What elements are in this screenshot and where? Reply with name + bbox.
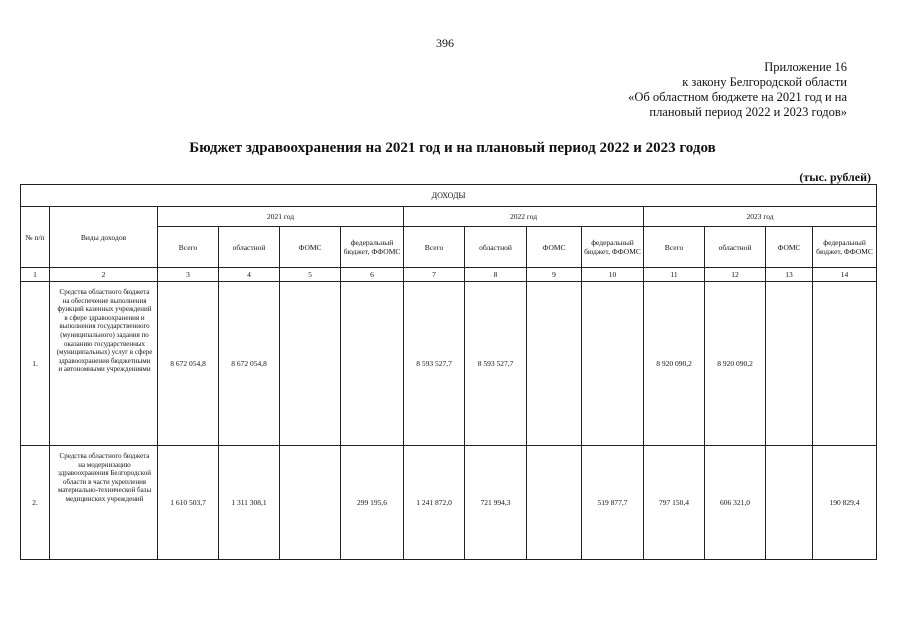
col-number: 14 <box>813 268 877 282</box>
row-number: 2. <box>21 446 50 560</box>
cell-total-2022: 1 241 872,0 <box>404 446 465 560</box>
table-row <box>21 446 877 560</box>
appendix-line: плановый период 2022 и 2023 годов» <box>649 105 847 119</box>
col-number: 3 <box>158 268 219 282</box>
subcol-total: Всего <box>158 227 219 268</box>
cell-regional-2021: 1 311 308,1 <box>219 446 280 560</box>
col-number: 2 <box>50 268 158 282</box>
year-header-2022: 2022 год <box>404 207 644 227</box>
col-number: 13 <box>766 268 813 282</box>
cell-regional-2022: 8 593 527,7 <box>465 282 527 446</box>
cell-federal-2023: 190 829,4 <box>813 446 877 560</box>
cell-foms-2023 <box>766 282 813 446</box>
table-row <box>21 282 877 446</box>
cell-total-2021: 8 672 054,8 <box>158 282 219 446</box>
subcol-foms: ФОМС <box>280 227 341 268</box>
row-description: Средства областного бюджета на модернизацию здравоохранения Белгородской области в части укрепления материально-технической базы медицинских учреждений <box>50 446 158 560</box>
col-header-num: № п/п <box>21 207 50 268</box>
cell-foms-2022 <box>527 446 582 560</box>
col-number: 1 <box>21 268 50 282</box>
col-number: 7 <box>404 268 465 282</box>
cell-total-2023: 797 150,4 <box>644 446 705 560</box>
subcol-total: Всего <box>644 227 705 268</box>
cell-total-2023: 8 920 090,2 <box>644 282 705 446</box>
cell-federal-2022 <box>582 282 644 446</box>
cell-federal-2022: 519 877,7 <box>582 446 644 560</box>
page-number: 396 <box>436 36 454 50</box>
subcol-federal: федеральный бюджет, ФФОМС <box>813 227 877 268</box>
units-label: (тыс. рублей) <box>799 170 871 184</box>
section-header: ДОХОДЫ <box>21 185 877 207</box>
col-number: 5 <box>280 268 341 282</box>
col-number: 9 <box>527 268 582 282</box>
subcol-total: Всего <box>404 227 465 268</box>
cell-regional-2023: 8 920 090,2 <box>705 282 766 446</box>
cell-foms-2021 <box>280 282 341 446</box>
cell-foms-2021 <box>280 446 341 560</box>
cell-total-2022: 8 593 527,7 <box>404 282 465 446</box>
cell-federal-2021: 299 195,6 <box>341 446 404 560</box>
cell-regional-2021: 8 672 054,8 <box>219 282 280 446</box>
subcol-regional: областной <box>219 227 280 268</box>
cell-regional-2022: 721 994,3 <box>465 446 527 560</box>
cell-federal-2021 <box>341 282 404 446</box>
appendix-line: к закону Белгородской области <box>682 75 847 89</box>
cell-total-2021: 1 610 503,7 <box>158 446 219 560</box>
appendix-line: Приложение 16 <box>764 60 847 74</box>
row-number: 1. <box>21 282 50 446</box>
col-number: 6 <box>341 268 404 282</box>
year-header-2023: 2023 год <box>644 207 877 227</box>
subcol-federal: федеральный бюджет, ФФОМС <box>341 227 404 268</box>
cell-regional-2023: 606 321,0 <box>705 446 766 560</box>
col-number: 11 <box>644 268 705 282</box>
col-number: 4 <box>219 268 280 282</box>
appendix-line: «Об областном бюджете на 2021 год и на <box>628 90 847 104</box>
subcol-regional: областной <box>465 227 527 268</box>
cell-foms-2022 <box>527 282 582 446</box>
cell-federal-2023 <box>813 282 877 446</box>
cell-foms-2023 <box>766 446 813 560</box>
subcol-regional: областной <box>705 227 766 268</box>
subcol-foms: ФОМС <box>527 227 582 268</box>
col-number: 12 <box>705 268 766 282</box>
subcol-foms: ФОМС <box>766 227 813 268</box>
col-header-kind: Виды доходов <box>50 207 158 268</box>
col-number: 8 <box>465 268 527 282</box>
row-description: Средства областного бюджета на обеспечение выполнения функций казенных учреждений в сфере здравоохранения и выполнения государственного (муниципального) задания по оказанию государственных (муниципальных) услуг в сфере здравоохранения бюджетными и автономными учреждениями <box>50 282 158 446</box>
budget-table <box>20 184 877 560</box>
document-title: Бюджет здравоохранения на 2021 год и на плановый период 2022 и 2023 годов <box>189 140 716 156</box>
subcol-federal: федеральный бюджет, ФФОМС <box>582 227 644 268</box>
col-number: 10 <box>582 268 644 282</box>
appendix-header <box>557 60 847 120</box>
year-header-2021: 2021 год <box>158 207 404 227</box>
